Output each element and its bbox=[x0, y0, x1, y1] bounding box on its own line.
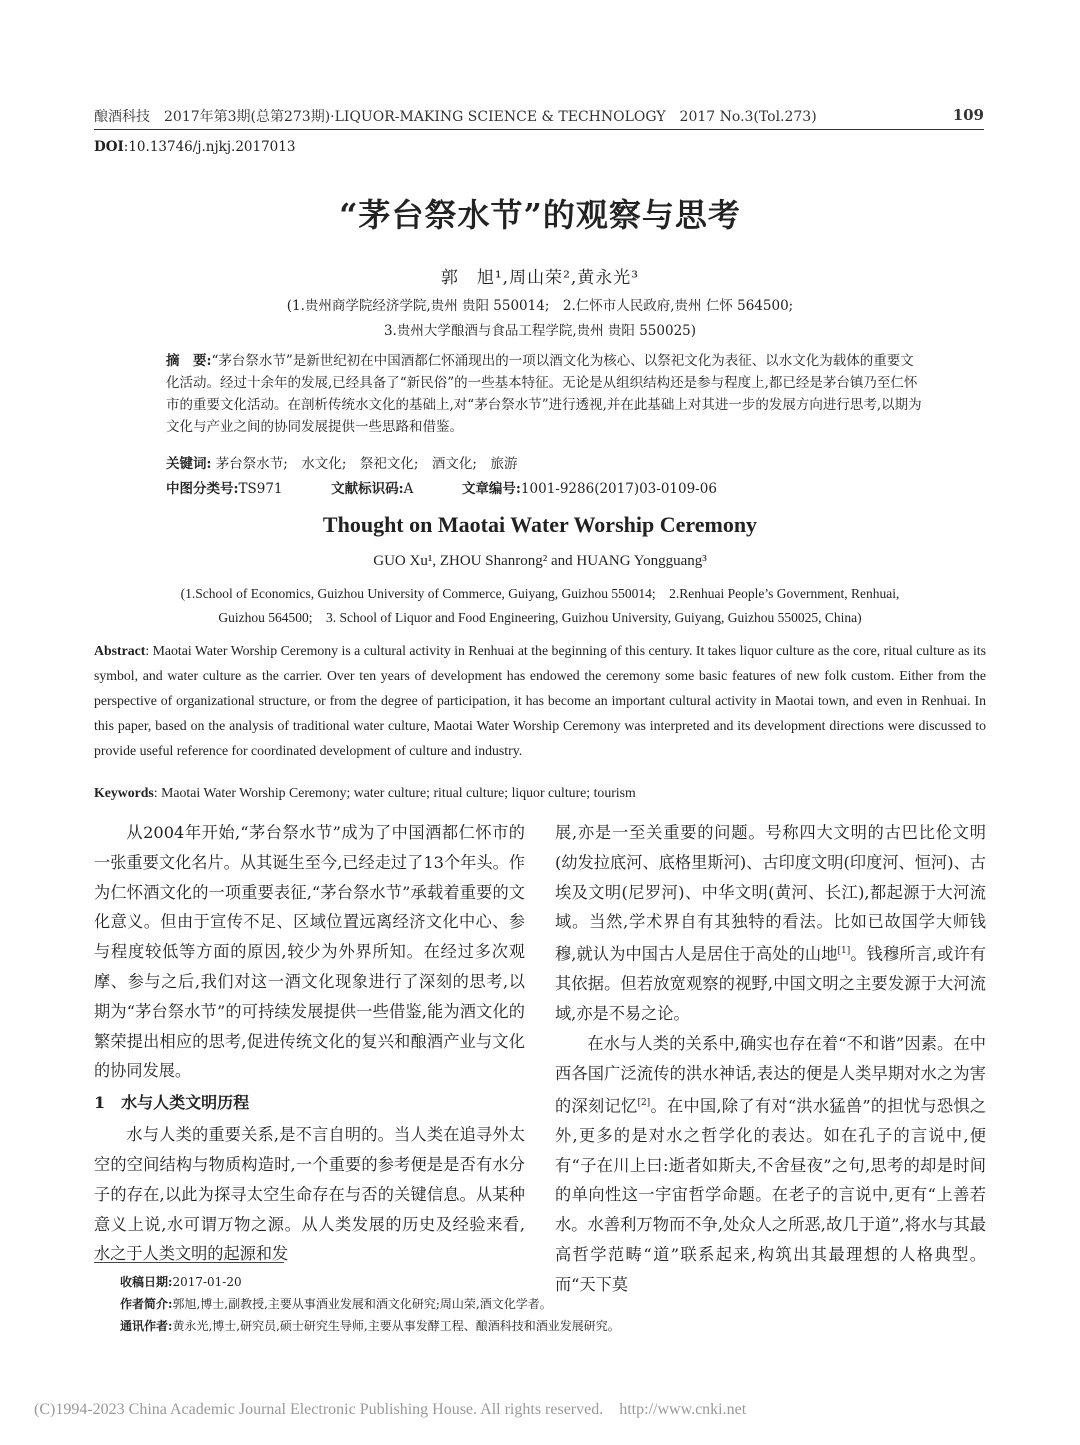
abstract-cn-text: “茅台祭水节”是新世纪初在中国酒都仁怀涌现出的一项以酒文化为核心、以祭祀文化为表征、以水文化为载体的重要文化活动。经过十余年的发展,已经具备了“新民俗”的一些基本特征。无论是从组织结构还是参与程度上,都已经是茅台镇乃至仁怀市的重要文化活动。在剖析传统水文化的基础上,对“茅台祭水节”进行透视,并在此基础上对其进一步的发展方向进行思考,以期为文化与产业之间的协同发展提供一些思路和借鉴。 bbox=[166, 353, 922, 435]
doi bbox=[94, 139, 295, 155]
body-paragraph bbox=[555, 1029, 986, 1300]
running-header bbox=[94, 106, 984, 126]
copyright-line: (C)1994-2023 China Academic Journal Electronic Publishing House. All rights reserved. http://www.cnki.net bbox=[34, 1401, 747, 1418]
keywords-cn-label: 关键词: bbox=[166, 456, 212, 472]
footnote-rule bbox=[94, 1262, 284, 1263]
text-run: 。在中国,除了有对“洪水猛兽”的担忧与恐惧之外,更多的是对水之哲学化的表达。如在孔子的言说中,便有“子在川上曰:逝者如斯夫,不舍昼夜”之句,思考的却是时间的单向性这一宇宙哲学命题。在老子的言说中,更有“上善若水。水善利万物而不争,处众人之所恶,故几于道”,将水与其最高哲学范畴“道”联系起来,构筑出其最理想的人格典型。而“天下莫 bbox=[555, 1095, 987, 1294]
abstract-cn-label: 摘 要: bbox=[166, 353, 212, 369]
body-left-column bbox=[94, 818, 525, 1269]
footnote-text: 黄永光,博士,研究员,硕士研究生导师,主要从事发酵工程、酿酒科技和酒业发展研究。 bbox=[172, 1319, 620, 1333]
classification bbox=[166, 477, 926, 497]
page-number: 109 bbox=[952, 106, 984, 124]
affiliation-line-2: 3.贵州大学酿酒与食品工程学院,贵州 贵阳 550025) bbox=[383, 323, 697, 339]
english-keywords-label: Keywords bbox=[94, 785, 154, 800]
doi-value[interactable]: :10.13746/j.njkj.2017013 bbox=[123, 139, 296, 155]
english-keywords bbox=[94, 785, 636, 801]
footnote-text: 2017-01-20 bbox=[172, 1275, 242, 1289]
citation-1[interactable]: [1] bbox=[837, 946, 851, 957]
keywords-cn bbox=[166, 452, 926, 472]
affiliation-line-1: (1.贵州商学院经济学院,贵州 贵阳 550014; 2.仁怀市人民政府,贵州 仁怀 564500; bbox=[286, 298, 794, 314]
authors: 郭 旭¹,周山荣²,黄永光³ bbox=[440, 268, 640, 288]
english-abstract bbox=[94, 638, 986, 763]
body-right-column bbox=[555, 818, 986, 1300]
english-authors: GUO Xu¹, ZHOU Shanrong² and HUANG Yongguang³ bbox=[373, 553, 707, 569]
keywords-cn-text: 茅台祭水节; 水文化; 祭祀文化; 酒文化; 旅游 bbox=[215, 456, 518, 472]
footnote-received bbox=[120, 1273, 1000, 1290]
paper-title: “茅台祭水节”的观察与思考 bbox=[339, 196, 741, 234]
footnote-author bbox=[120, 1295, 1000, 1312]
footnote-corresponding bbox=[120, 1317, 1000, 1334]
article-no-value: 1001-9286(2017)03-0109-06 bbox=[520, 481, 717, 497]
footnote-label: 收稿日期: bbox=[120, 1275, 173, 1289]
english-title: Thought on Maotai Water Worship Ceremony bbox=[322, 512, 758, 537]
english-abstract-label: Abstract bbox=[94, 643, 146, 658]
clc-label: 中图分类号: bbox=[166, 481, 239, 497]
doc-code-value: A bbox=[403, 481, 414, 497]
section-heading: 1 水与人类文明历程 bbox=[94, 1093, 250, 1113]
clc-value: TS971 bbox=[238, 481, 283, 497]
english-abstract-text: : Maotai Water Worship Ceremony is a cultural activity in Renhuai at the beginning of this century. It takes liquor culture as the core, ritual culture as its symbol, and water culture as the carrier. Over ten years of development has endowed the ceremony some basic features of new folk custom. Either from the perspective of organizational structure, or from the degree of participation, it has become an important cultural activity in Maotai town, and even in Renhuai. In this paper, based on the analysis of traditional water culture, Maotai Water Worship Ceremony was interpreted and its development directions were discussed to provide useful reference for coordinated development of culture and industry. bbox=[94, 643, 986, 758]
header-rule bbox=[94, 129, 984, 130]
abstract-cn bbox=[166, 350, 926, 438]
footnote-label: 作者简介: bbox=[120, 1297, 173, 1311]
doi-label: DOI bbox=[94, 139, 124, 155]
english-keywords-text: : Maotai Water Worship Ceremony; water culture; ritual culture; liquor culture; tourism bbox=[153, 785, 636, 800]
body-paragraph bbox=[555, 818, 986, 1029]
footnote-label: 通讯作者: bbox=[120, 1319, 173, 1333]
footnote-text: 郭旭,博士,副教授,主要从事酒业发展和酒文化研究;周山荣,酒文化学者。 bbox=[172, 1297, 552, 1311]
citation-2[interactable]: [2] bbox=[637, 1097, 651, 1108]
body-paragraph: 水与人类的重要关系,是不言自明的。当人类在追寻外太空的空间结构与物质构造时,一个重要的参考便是是否有水分子的存在,以此为探寻太空生命存在与否的关键信息。从某种意义上说,水可谓万物之源。从人类发展的历史及经验来看,水之于人类文明的起源和发 bbox=[94, 1125, 525, 1264]
text-run: 。钱穆所言,或许有其依据。但若放宽观察的视野,中国文明之主要发源于大河流域,亦是不易之论。 bbox=[555, 944, 986, 1024]
text-run: 在水与人类的关系中,确实也存在着“不和谐”因素。在中西各国广泛流传的洪水神话,表达的便是人类早期对水之为害的深刻记忆 bbox=[555, 1033, 986, 1115]
body-paragraph: 从2004年开始,“茅台祭水节”成为了中国酒都仁怀市的一张重要文化名片。从其诞生至今,已经走过了13个年头。作为仁怀酒文化的一项重要表征,“茅台祭水节”承载着重要的文化意义。但由于宣传不足、区域位置远离经济文化中心、参与程度较低等方面的原因,较少为外界所知。在经过多次观摩、参与之后,我们对这一酒文化现象进行了深刻的思考,以期为“茅台祭水节”的可持续发展提供一些借鉴,能为酒文化的繁荣提出相应的思考,促进传统文化的复兴和酿酒产业与文化的协同发展。 bbox=[94, 823, 525, 1081]
text-run: 展,亦是一至关重要的问题。号称四大文明的古巴比伦文明(幼发拉底河、底格里斯河)、古印度文明(印度河、恒河)、古埃及文明(尼罗河)、中华文明(黄河、长江),都起源于大河流域。当然,学术界自有其独特的看法。比如已故国学大师钱穆,就认为中国古人是居住于高处的山地 bbox=[555, 823, 986, 964]
english-affiliation-line-2: Guizhou 564500; 3. School of Liquor and Food Engineering, Guizhou University, Guiyang, Guizhou 550025, China) bbox=[218, 610, 862, 625]
journal-info: 酿酒科技 2017年第3期(总第273期)·LIQUOR-MAKING SCIENCE & TECHNOLOGY 2017 No.3(Tol.273) bbox=[94, 109, 817, 125]
doc-code-label: 文献标识码: bbox=[331, 481, 404, 497]
article-no-label: 文章编号: bbox=[461, 481, 521, 497]
english-affiliation-line-1: (1.School of Economics, Guizhou University of Commerce, Guiyang, Guizhou 550014; 2.Renhuai People’s Government, Renhuai, bbox=[180, 586, 900, 601]
